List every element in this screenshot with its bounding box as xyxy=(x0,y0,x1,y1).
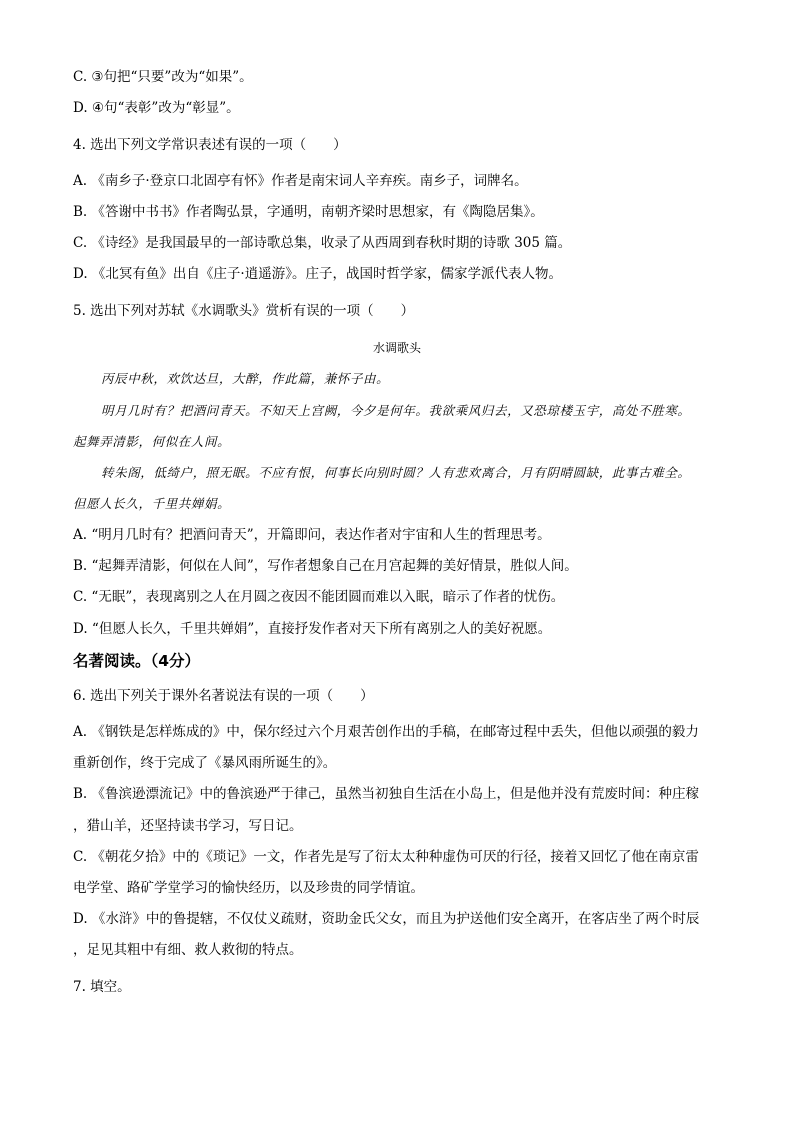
poem-stanza2-line1: 转朱阁，低绮户，照无眠。不应有恨，何事长向别时圆？人有悲欢离合，月有阴晴圆缺，此事古难全。 xyxy=(101,465,691,480)
q7-stem: 7. 填空。 xyxy=(73,979,131,995)
poem-title: 水调歌头 xyxy=(372,341,421,355)
q5-option-d: D. “但愿人长久，千里共婵娟”，直接抒发作者对天下所有离别之人的美好祝愿。 xyxy=(73,621,552,637)
q6-option-a-line1: A. 《钢铁是怎样炼成的》中，保尔经过六个月艰苦创作出的手稿，在邮寄过程中丢失，但他以顽强的毅力 xyxy=(73,724,699,740)
q6-stem: 6. 选出下列关于课外名著说法有误的一项（ ） xyxy=(73,688,374,704)
q6-option-d-line1: D. 《水浒》中的鲁提辖，不仅仗义疏财，资助金氏父女，而且为护送他们安全离开，在客店坐了两个时辰 xyxy=(73,911,700,927)
poem-stanza1-line2: 起舞弄清影，何似在人间。 xyxy=(73,434,231,449)
q5-option-a: A. “明月几时有？把酒问青天”，开篇即问，表达作者对宇宙和人生的哲理思考。 xyxy=(73,527,551,543)
q6-option-c-line2: 电学堂、路矿学堂学习的愉快经历，以及珍贵的同学情谊。 xyxy=(73,880,424,896)
poem-preface: 丙辰中秋，欢饮达旦，大醉，作此篇，兼怀子由。 xyxy=(101,371,390,386)
q3-option-d: D. ④句“表彰”改为“彰显”。 xyxy=(73,100,240,116)
q4-option-a: A. 《南乡子·登京口北固亭有怀》作者是南宋词人辛弃疾。南乡子，词牌名。 xyxy=(73,173,528,189)
section-heading: 名著阅读。（4分） xyxy=(73,652,201,670)
q4-stem: 4. 选出下列文学常识表述有误的一项（ ） xyxy=(73,137,347,153)
q4-option-b: B. 《答谢中书书》作者陶弘景，字通明，南朝齐梁时思想家，有《陶隐居集》。 xyxy=(73,204,544,220)
q3-option-c: C. ③句把“只要”改为“如果”。 xyxy=(73,69,253,85)
q5-stem: 5. 选出下列对苏轼《水调歌头》赏析有误的一项（ ） xyxy=(73,303,415,319)
q6-option-a-line2: 重新创作，终于完成了《暴风雨所诞生的》。 xyxy=(73,755,337,771)
q6-option-b-line1: B. 《鲁滨逊漂流记》中的鲁滨逊严于律己，虽然当初独自生活在小岛上，但是他并没有荒废时间：种庄稼 xyxy=(73,786,700,802)
q5-option-c: C. “无眠”，表现离别之人在月圆之夜因不能团圆而难以入眠，暗示了作者的忧伤。 xyxy=(73,589,565,605)
q5-option-b: B. “起舞弄清影，何似在人间”，写作者想象自己在月宫起舞的美好情景，胜似人间。 xyxy=(73,558,578,574)
q6-option-b-line2: ，猎山羊，还坚持读书学习，写日记。 xyxy=(73,818,303,834)
q4-option-d: D. 《北冥有鱼》出自《庄子·逍遥游》。庄子，战国时哲学家，儒家学派代表人物。 xyxy=(73,266,562,282)
q6-option-d-line2: ，足见其粗中有细、救人救彻的特点。 xyxy=(73,942,303,958)
q6-option-c-line1: C. 《朝花夕拾》中的《琐记》一文，作者先是写了衍太太种种虚伪可厌的行径，接着又回忆了他在南京雷 xyxy=(73,849,699,865)
poem-stanza1-line1: 明月几时有？把酒问青天。不知天上宫阙，今夕是何年。我欲乘风归去，又恐琼楼玉宇，高处不胜寒。 xyxy=(101,403,691,418)
q4-option-c: C. 《诗经》是我国最早的一部诗歌总集，收录了从西周到春秋时期的诗歌 305 篇。 xyxy=(73,235,572,251)
poem-stanza2-line2: 但愿人长久，千里共婵娟。 xyxy=(73,496,231,511)
